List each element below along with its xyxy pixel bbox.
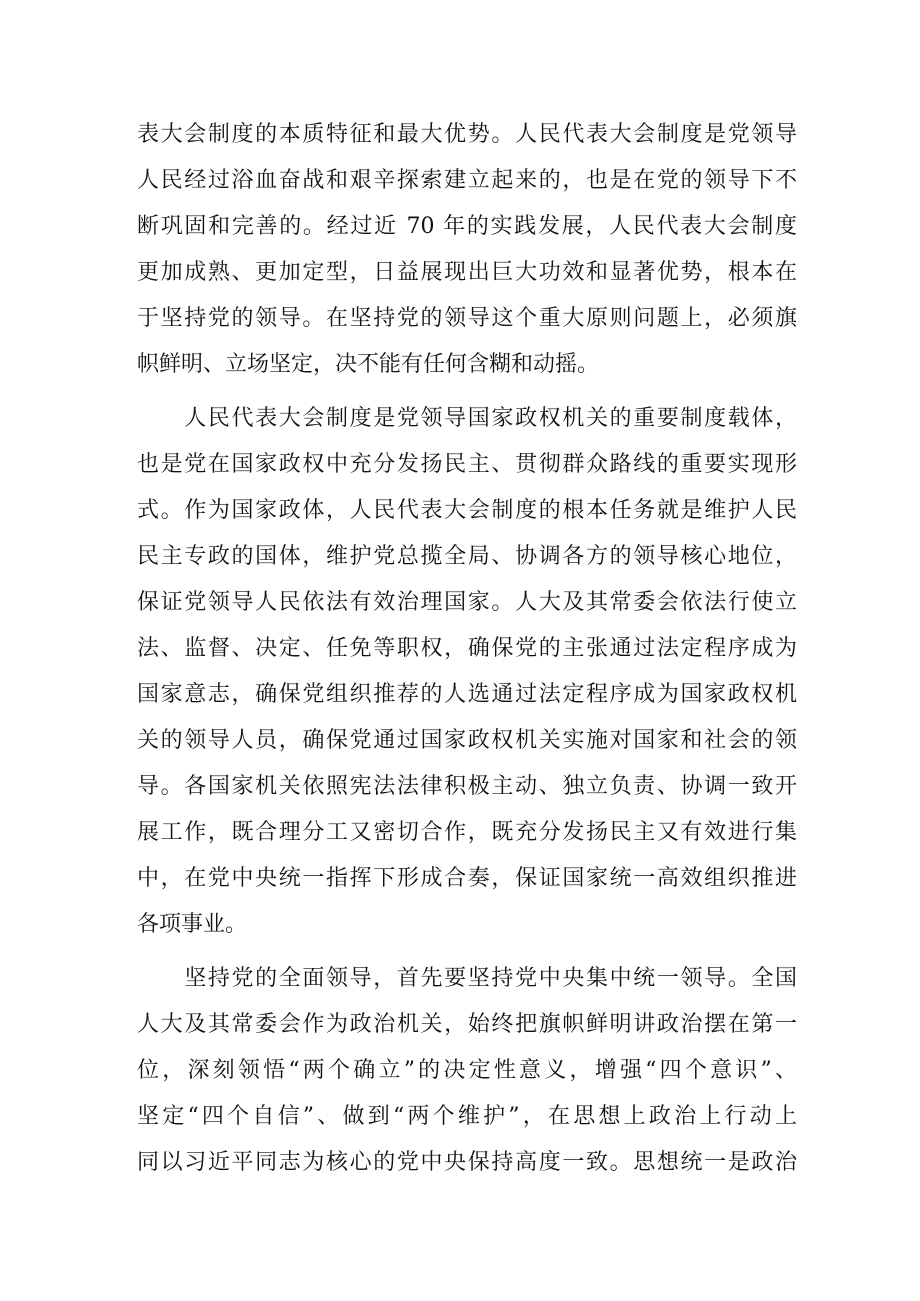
- text-line: 民主专政的国体，维护党总揽全局、协调各方的领导核心地位，: [137, 544, 797, 569]
- text-line: 也是党在国家政权中充分发扬民主、贯彻群众路线的重要实现形: [137, 452, 797, 477]
- text-line: 于坚持党的领导。在坚持党的领导这个重大原则问题上，必须旗: [137, 306, 797, 331]
- paragraph-2: [137, 396, 797, 948]
- text-line: 各项事业。: [137, 912, 248, 937]
- paragraph-1: [137, 112, 797, 388]
- text-line: 断巩固和完善的。经过近 70 年的实践发展，人民代表大会制度: [137, 214, 797, 239]
- text-line: 表大会制度的本质特征和最大优势。人民代表大会制度是党领导: [137, 122, 797, 147]
- text-line: 更加成熟、更加定型，日益展现出巨大功效和显著优势，根本在: [137, 260, 797, 285]
- text-line: 人民代表大会制度是党领导国家政权机关的重要制度载体，: [137, 406, 797, 431]
- text-line: 式。作为国家政体，人民代表大会制度的根本任务就是维护人民: [137, 498, 797, 523]
- text-line: 位，深刻领悟“两个确立”的决定性意义，增强“四个意识”、: [137, 1058, 797, 1083]
- text-line: 导。各国家机关依照宪法法律积极主动、独立负责、协调一致开: [137, 774, 797, 799]
- text-line: 坚定“四个自信”、做到“两个维护”，在思想上政治上行动上: [137, 1104, 797, 1129]
- text-line: 人大及其常委会作为政治机关，始终把旗帜鲜明讲政治摆在第一: [137, 1012, 797, 1037]
- text-line: 人民经过浴血奋战和艰辛探索建立起来的，也是在党的领导下不: [137, 168, 797, 193]
- text-line: 中，在党中央统一指挥下形成合奏，保证国家统一高效组织推进: [137, 866, 797, 891]
- text-line: 法、监督、决定、任免等职权，确保党的主张通过法定程序成为: [137, 636, 797, 661]
- text-line: 关的领导人员，确保党通过国家政权机关实施对国家和社会的领: [137, 728, 797, 753]
- text-line: 帜鲜明、立场坚定，决不能有任何含糊和动摇。: [137, 352, 600, 377]
- text-line: 保证党领导人民依法有效治理国家。人大及其常委会依法行使立: [137, 590, 797, 615]
- text-line: 坚持党的全面领导，首先要坚持党中央集中统一领导。全国: [137, 966, 797, 991]
- text-line: 展工作，既合理分工又密切合作，既充分发扬民主又有效进行集: [137, 820, 797, 845]
- paragraph-3: [137, 956, 797, 1186]
- document-body: [137, 112, 797, 1194]
- text-line: 同以习近平同志为核心的党中央保持高度一致。思想统一是政治: [137, 1150, 797, 1175]
- text-line: 国家意志，确保党组织推荐的人选通过法定程序成为国家政权机: [137, 682, 797, 707]
